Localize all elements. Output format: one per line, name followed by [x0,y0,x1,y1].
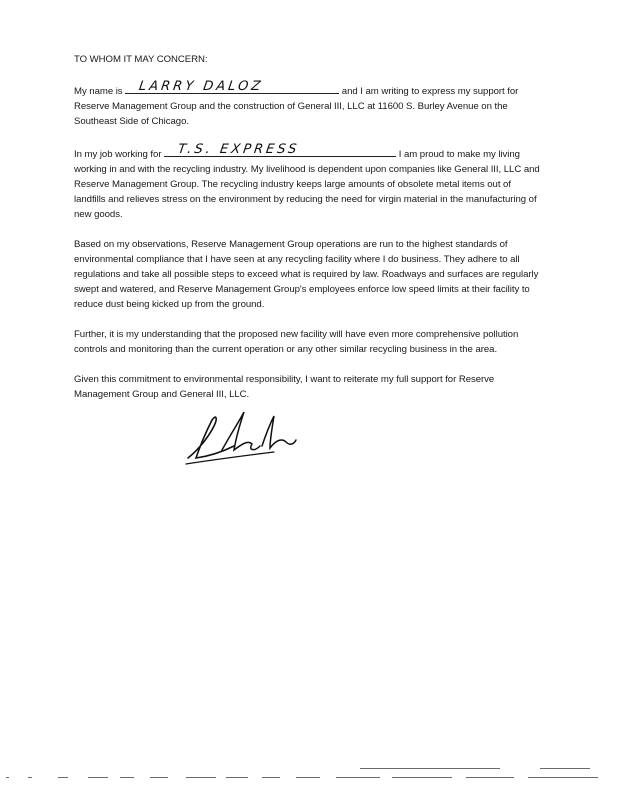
handwritten-employer: T.S. EXPRESS [177,142,301,157]
letter-body [74,52,544,417]
name-lead-text: My name is [74,86,123,97]
scan-artifact-marks [0,764,618,784]
employer-trailing-text: I am proud to make my living working in and with the recycling industry. My livelihood is dependent upon companies like General III, LLC and Reserve Management Group. The recycling industry keeps large amounts of obsolete metal items out of landfills and relieves stress on the environment by reducing the need for virgin material in the manufacturing of new goods. [74,149,540,220]
name-blank-line [125,81,339,94]
paragraph-closing: Given this commitment to environmental responsibility, I want to reiterate my full support for Reserve Management Group and General III, LLC. [74,374,495,400]
paragraph-employment [74,144,544,222]
handwritten-signature [182,406,298,468]
paragraph-observations: Based on my observations, Reserve Management Group operations are run to the highest standards of environmental compliance that I have seen at any recycling facility where I do business. They adhere to all regulations and take all possible steps to exceed what is required by law. Roadways and surfaces are regularly swept and watered, and Reserve Management Group's employees enforce low speed limits at their facility to reduce dust being kicked up from the ground. [74,239,539,310]
salutation: TO WHOM IT MAY CONCERN: [74,54,208,65]
handwritten-name: LARRY DALOZ [138,79,265,94]
paragraph-introduction [74,81,544,129]
paragraph-new-facility: Further, it is my understanding that the proposed new facility will have even more comprehensive pollution controls and monitoring than the current operation or any other similar recycling business in the area. [74,329,519,355]
employer-blank-line [164,144,396,157]
name-trailing-text: and I am writing to express my support for Reserve Management Group and the construction of General III, LLC at 11600 S. Burley Avenue on the Southeast Side of Chicago. [74,86,519,127]
employer-lead-text: In my job working for [74,149,162,160]
